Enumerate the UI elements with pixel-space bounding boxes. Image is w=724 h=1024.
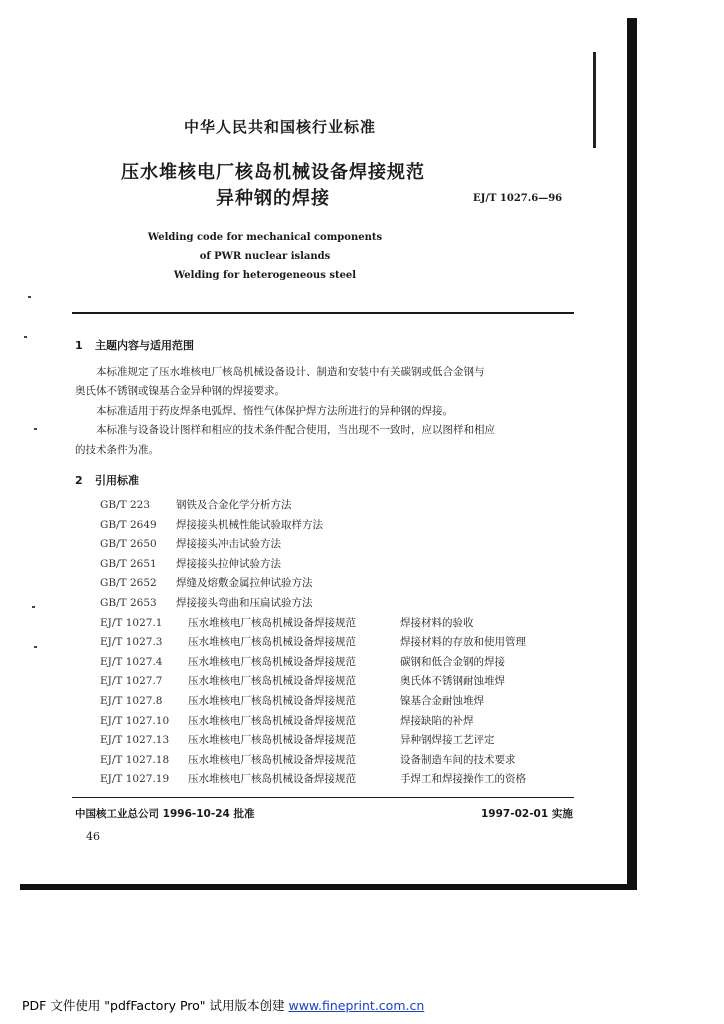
reference-code: EJ/T 1027.19 (100, 773, 170, 786)
reference-title: 压水堆核电厂核岛机械设备焊接规范 (188, 636, 356, 649)
reference-title: 压水堆核电厂核岛机械设备焊接规范 (188, 734, 356, 747)
reference-item (100, 672, 526, 692)
section2-number: 2 (75, 474, 83, 487)
reference-title: 钢铁及合金化学分析方法 (176, 499, 292, 511)
reference-item (100, 731, 526, 751)
section1-paragraph1-line1: 本标准规定了压水堆核电厂核岛机械设备设计、制造和安装中有关碳钢或低合金钢与 (96, 366, 485, 378)
reference-item (100, 770, 526, 790)
reference-title: 压水堆核电厂核岛机械设备焊接规范 (188, 753, 356, 766)
reference-subtitle: 焊接缺陷的补焊 (400, 714, 474, 727)
reference-item (100, 516, 526, 536)
reference-item (100, 496, 526, 516)
reference-subtitle: 镍基合金耐蚀堆焊 (400, 694, 484, 707)
reference-item (100, 692, 526, 712)
section1-paragraph3-line1: 本标准与设备设计图样和相应的技术条件配合使用，当出现不一致时，应以图样和相应 (96, 424, 495, 436)
reference-title: 压水堆核电厂核岛机械设备焊接规范 (188, 616, 356, 629)
watermark-link[interactable]: www.fineprint.com.cn (288, 998, 425, 1013)
scan-edge-right (627, 18, 637, 890)
scan-speck (28, 296, 31, 298)
reference-code: EJ/T 1027.1 (100, 616, 163, 629)
reference-item (100, 574, 526, 594)
scan-edge-mark (593, 52, 596, 148)
section2-heading (75, 472, 139, 488)
standard-title-line1: 压水堆核电厂核岛机械设备焊接规范 (121, 162, 425, 183)
reference-code: EJ/T 1027.10 (100, 714, 170, 727)
english-title-line3: Welding for heterogeneous steel (173, 270, 357, 281)
reference-title: 焊接接头机械性能试验取样方法 (176, 518, 323, 531)
reference-subtitle: 焊接材料的存放和使用管理 (400, 636, 526, 649)
scan-speck (32, 606, 35, 608)
section1-paragraph1-line2: 奥氏体不锈钢或镍基合金异种钢的焊接要求。 (75, 385, 285, 397)
page-number: 46 (86, 830, 100, 843)
reference-title: 焊接接头弯曲和压扁试验方法 (176, 596, 313, 609)
reference-code: EJ/T 1027.8 (100, 694, 163, 707)
reference-item (100, 633, 526, 653)
reference-code: GB/T 2652 (100, 577, 157, 590)
reference-code: GB/T 2651 (100, 557, 157, 570)
reference-code: EJ/T 1027.18 (100, 753, 170, 766)
reference-title: 压水堆核电厂核岛机械设备焊接规范 (188, 773, 356, 786)
footer-rule (72, 797, 574, 798)
reference-code: GB/T 223 (100, 499, 151, 511)
reference-item (100, 594, 526, 614)
reference-subtitle: 异种钢焊接工艺评定 (400, 734, 495, 747)
reference-item (100, 653, 526, 673)
section1-paragraph2: 本标准适用于药皮焊条电弧焊、惰性气体保护焊方法所进行的异种钢的焊接。 (96, 405, 453, 417)
reference-subtitle: 碳钢和低合金钢的焊接 (400, 655, 505, 668)
reference-subtitle: 焊接材料的验收 (400, 616, 474, 629)
standard-code: EJ/T 1027.6—96 (473, 193, 563, 204)
reference-subtitle: 奥氏体不锈钢耐蚀堆焊 (400, 675, 505, 688)
pdf-watermark (22, 996, 424, 1014)
scan-speck (34, 646, 37, 648)
reference-title: 焊缝及熔敷金属拉伸试验方法 (176, 577, 313, 590)
reference-code: EJ/T 1027.4 (100, 655, 163, 668)
reference-title: 焊接接头拉伸试验方法 (176, 557, 281, 570)
reference-title: 焊接接头冲击试验方法 (176, 538, 281, 551)
english-title-line2: of PWR nuclear islands (199, 251, 331, 262)
english-title-line1: Welding code for mechanical components (147, 232, 383, 243)
reference-item (100, 555, 526, 575)
referenced-standards-list (100, 496, 526, 790)
reference-title: 压水堆核电厂核岛机械设备焊接规范 (188, 655, 356, 668)
scan-edge-bottom (20, 884, 637, 890)
reference-code: GB/T 2653 (100, 596, 157, 609)
reference-subtitle: 设备制造车间的技术要求 (400, 753, 516, 766)
reference-code: EJ/T 1027.3 (100, 636, 163, 649)
section1-number: 1 (75, 339, 83, 352)
reference-title: 压水堆核电厂核岛机械设备焊接规范 (188, 714, 356, 727)
org-title: 中华人民共和国核行业标准 (183, 118, 376, 136)
section1-heading (75, 337, 194, 353)
reference-item (100, 712, 526, 732)
reference-title: 压水堆核电厂核岛机械设备焊接规范 (188, 675, 356, 688)
reference-item (100, 535, 526, 555)
reference-code: EJ/T 1027.7 (100, 675, 163, 688)
scan-speck (34, 428, 37, 430)
reference-code: GB/T 2650 (100, 538, 157, 551)
section2-title: 引用标准 (95, 474, 139, 487)
scan-speck (24, 336, 27, 338)
approval-note: 中国核工业总公司 1996-10-24 批准 (75, 808, 255, 820)
reference-item (100, 614, 526, 634)
header-rule (72, 312, 574, 314)
watermark-text: PDF 文件使用 "pdfFactory Pro" 试用版本创建 (22, 998, 289, 1013)
effective-date: 1997-02-01 实施 (481, 808, 573, 820)
section1-paragraph3-line2: 的技术条件为准。 (75, 444, 159, 456)
section1-title: 主题内容与适用范围 (95, 339, 194, 352)
reference-code: GB/T 2649 (100, 518, 157, 531)
reference-code: EJ/T 1027.13 (100, 734, 170, 747)
reference-subtitle: 手焊工和焊接操作工的资格 (400, 773, 526, 786)
reference-title: 压水堆核电厂核岛机械设备焊接规范 (188, 694, 356, 707)
reference-item (100, 751, 526, 771)
standard-title-line2: 异种钢的焊接 (216, 188, 330, 209)
